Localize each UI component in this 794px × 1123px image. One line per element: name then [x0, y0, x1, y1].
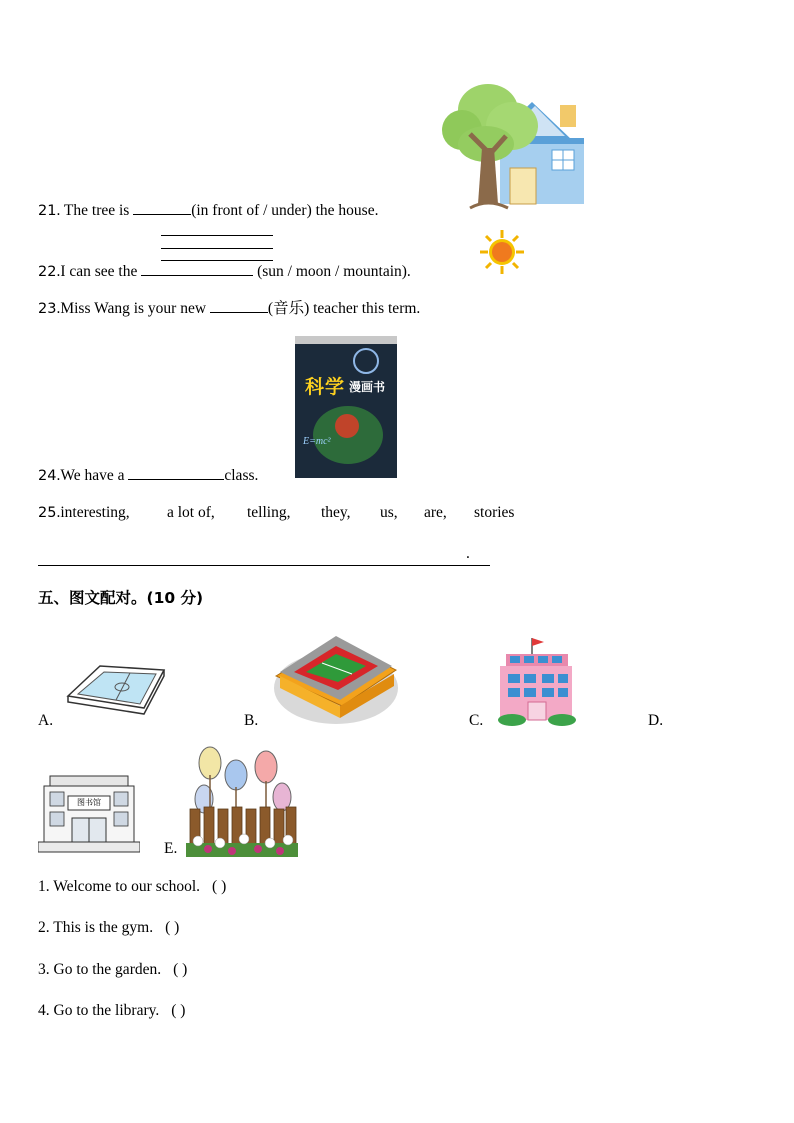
- book-subtitle: 漫画书: [349, 380, 386, 394]
- formula-text: E=mc²: [303, 436, 331, 447]
- option-e-label: E.: [164, 840, 178, 857]
- science-book-cover: [295, 336, 397, 478]
- answer-blank[interactable]: [141, 261, 253, 276]
- match-item-4: 4. Go to the library. ( ): [38, 1002, 186, 1019]
- answer-paren[interactable]: ( ): [173, 961, 188, 978]
- library-building-illustration: [38, 772, 140, 856]
- tree-house-illustration: [440, 78, 602, 214]
- book-top-strip: [295, 336, 397, 344]
- word: they,: [321, 504, 351, 521]
- atom-icon: [353, 348, 379, 374]
- option-d-label: D.: [648, 712, 664, 729]
- answer-line-option[interactable]: [161, 235, 273, 236]
- library-sign: 图书馆: [77, 798, 101, 807]
- option-b-label: B.: [244, 712, 259, 729]
- option-a-label: A.: [38, 712, 54, 729]
- word: a lot of,: [167, 504, 215, 521]
- question-23: 23.Miss Wang is your new (音乐) teacher this term.: [38, 300, 421, 317]
- question-21: 21. The tree is (in front of / under) the house.: [38, 202, 379, 219]
- word: telling,: [247, 504, 291, 521]
- question-22: 22.I can see the (sun / moon / mountain).: [38, 263, 411, 280]
- playground-illustration: [60, 660, 172, 718]
- answer-paren[interactable]: ( ): [165, 919, 180, 936]
- word: are,: [424, 504, 447, 521]
- school-building-illustration: [498, 634, 578, 726]
- answer-paren[interactable]: ( ): [171, 1002, 186, 1019]
- stadium-illustration: [270, 626, 402, 728]
- match-item-1: 1. Welcome to our school. ( ): [38, 878, 227, 895]
- book-title: 科学: [305, 376, 346, 398]
- word: stories: [474, 504, 515, 521]
- answer-paren[interactable]: ( ): [212, 878, 227, 895]
- sentence-answer-line[interactable]: [38, 565, 490, 566]
- question-24: 24.We have a class.: [38, 467, 259, 484]
- match-item-2: 2. This is the gym. ( ): [38, 919, 180, 936]
- answer-line-option[interactable]: [161, 248, 273, 249]
- word: us,: [380, 504, 398, 521]
- answer-blank[interactable]: [128, 465, 224, 480]
- sentence-period: .: [466, 545, 470, 562]
- match-item-3: 3. Go to the garden. ( ): [38, 961, 188, 978]
- planet-illustration: [335, 414, 359, 438]
- word: .interesting,: [56, 504, 130, 521]
- question-25: 25.interesting,: [38, 504, 130, 521]
- garden-illustration: [186, 745, 298, 857]
- sun-icon: [479, 229, 525, 275]
- answer-blank[interactable]: [210, 298, 268, 313]
- option-c-label: C.: [469, 712, 484, 729]
- answer-blank[interactable]: [133, 200, 191, 215]
- section-title: 五、图文配对。(10 分): [38, 589, 204, 607]
